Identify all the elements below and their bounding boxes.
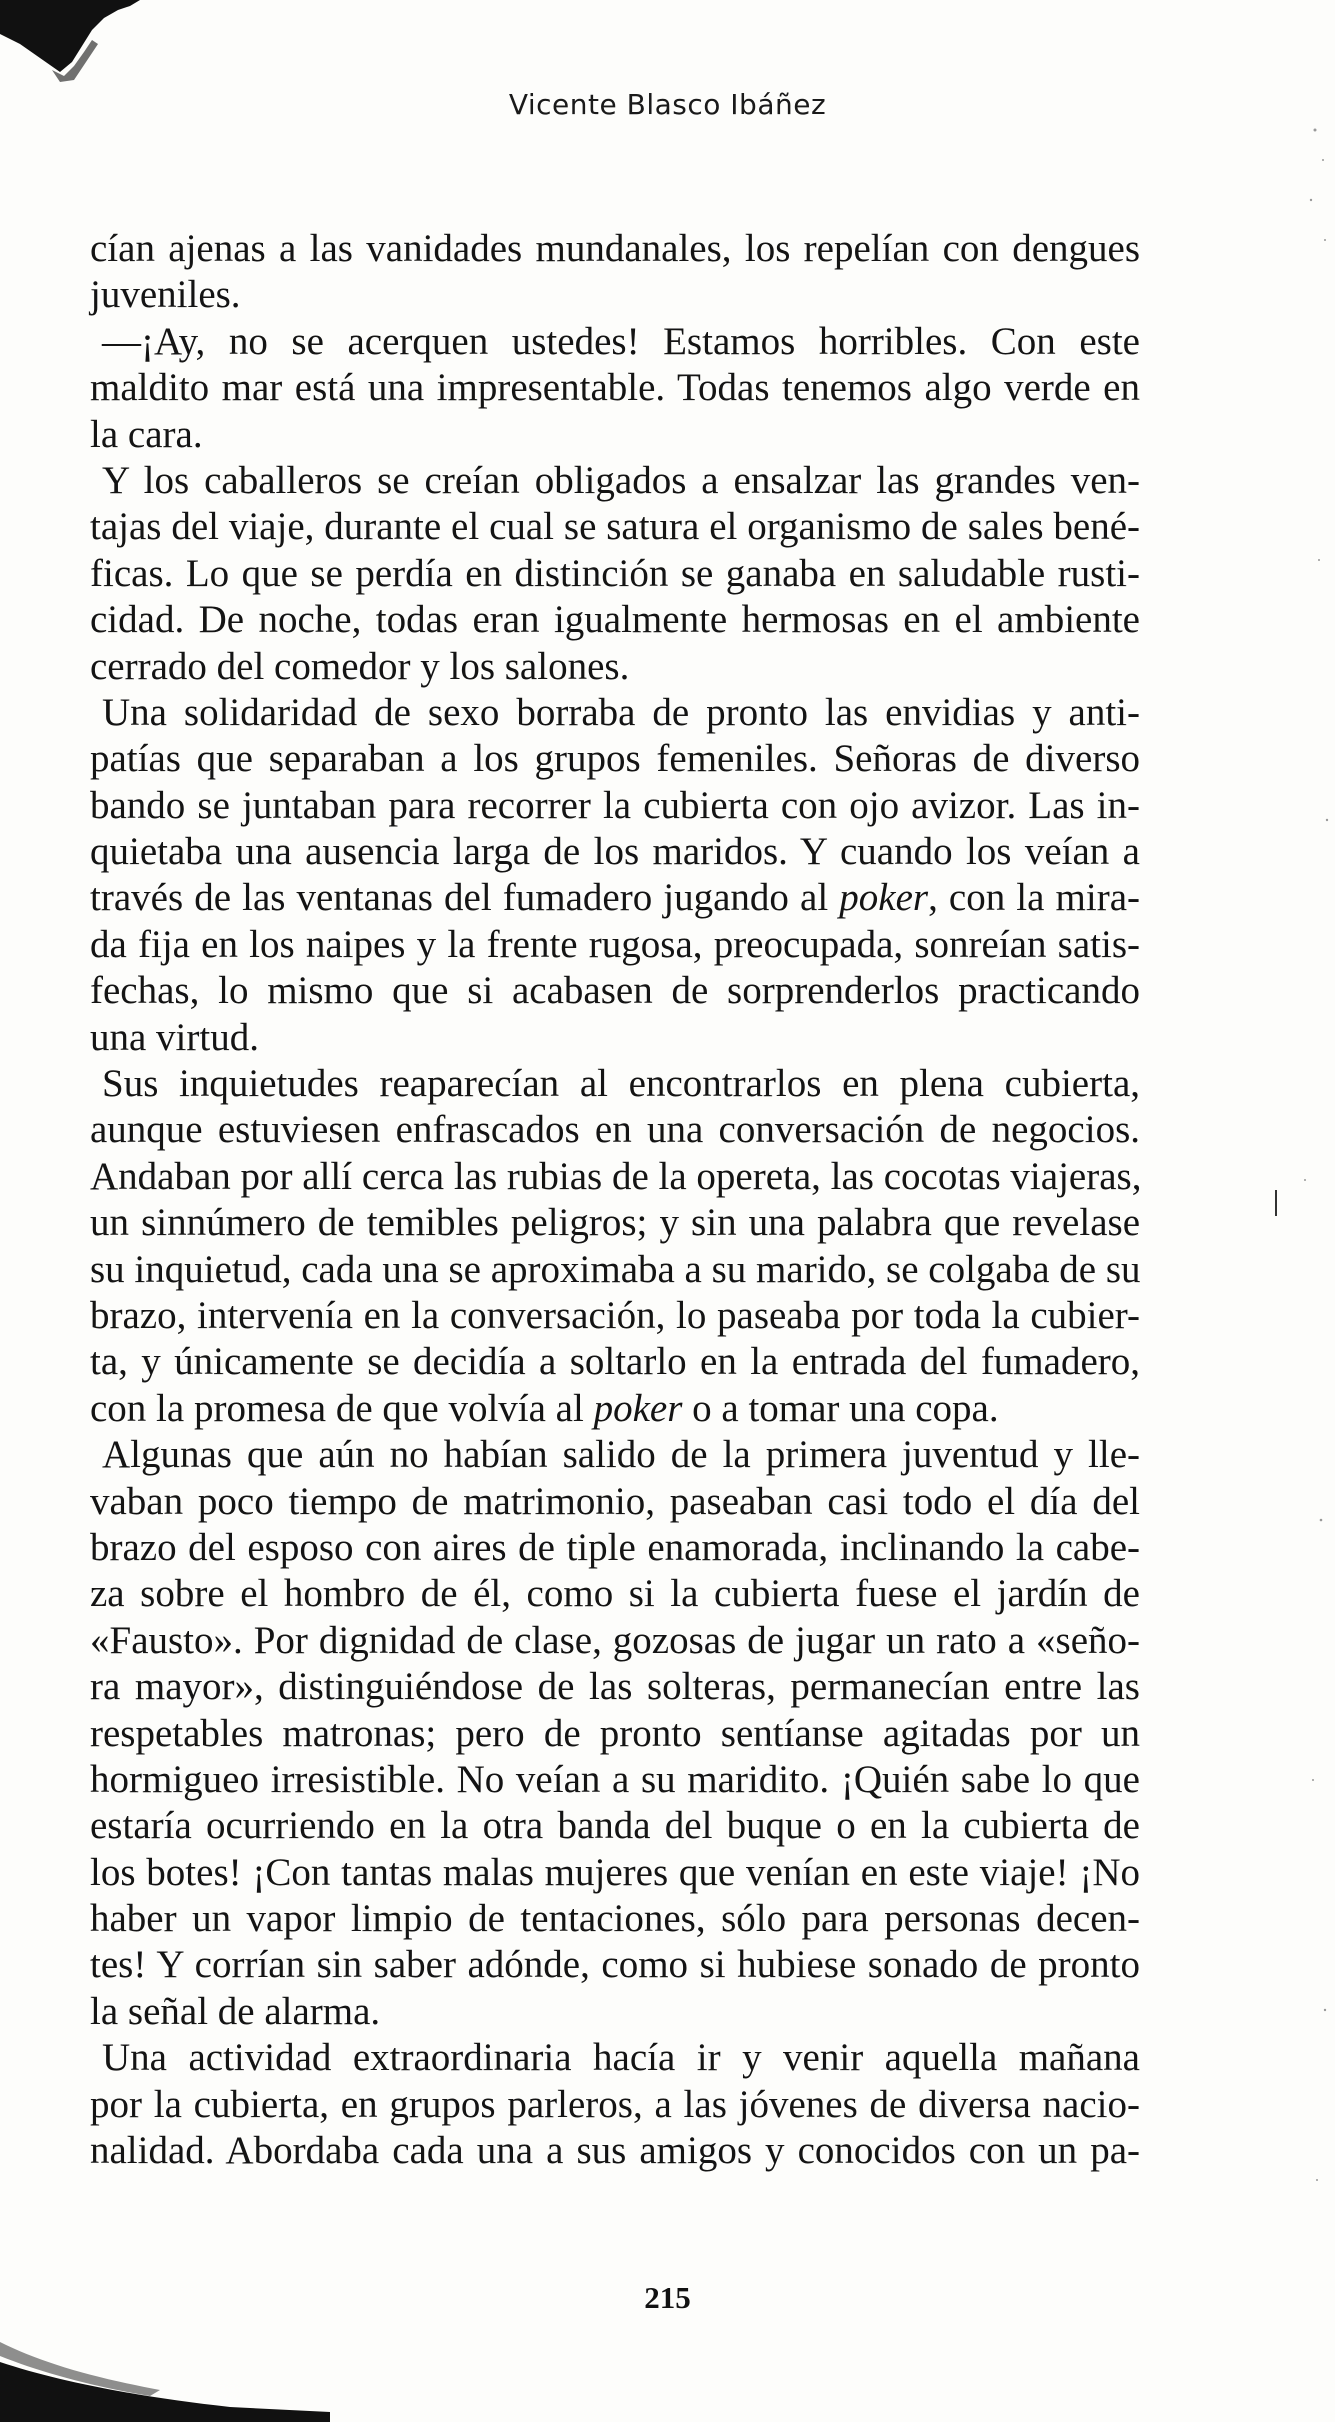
text-line: cidad. De noche, todas eran igualmente hermosas en el ambiente [90,598,1140,642]
text-line: da fija en los naipes y la frente rugosa, preocupada, sonreían satis- [90,922,1140,966]
text-line: Algunas que aún no habían salido de la primera juventud y lle- [102,1433,1140,1477]
text-line: la señal de alarma. [90,1989,381,2033]
text-line: su inquietud, cada una se aproximaba a su marido, se colgaba de su [90,1247,1141,1291]
text-line: ra mayor», distinguiéndose de las solteras, permanecían entre las [90,1665,1140,1709]
text-line: cían ajenas a las vanidades mundanales, los repelían con dengues [90,227,1140,270]
text-line: los botes! ¡Con tantas malas mujeres que venían en este viaje! ¡No [90,1850,1140,1894]
text-line: respetables matronas; pero de pronto sentíanse agitadas por un [90,1711,1140,1755]
text-line: za sobre el hombro de él, como si la cubierta fuese el jardín de [90,1572,1140,1616]
text-line: ta, y únicamente se decidía a soltarlo en la entrada del fumadero, [90,1340,1140,1384]
text-line: Una actividad extraordinaria hacía ir y venir aquella mañana [102,2036,1140,2080]
text-line: Y los caballeros se creían obligados a ensalzar las grandes ven- [102,458,1140,502]
text-line: través de las ventanas del fumadero jugando al poker, con la mira- [90,876,1140,920]
bottom-left-scan-shadow [0,2272,330,2422]
text-line: juveniles. [90,273,241,317]
text-line: —¡Ay, no se acerquen ustedes! Estamos horribles. Con este [102,319,1140,363]
text-line: una virtud. [90,1015,259,1059]
text-line: la cara. [90,412,203,456]
text-line: Sus inquietudes reaparecían al encontrarlos en plena cubierta, [102,1062,1140,1106]
text-line: ficas. Lo que se perdía en distinción se ganaba en saludable rusti- [90,551,1140,595]
text-line: bando se juntaban para recorrer la cubierta con ojo avizor. Las in- [90,783,1140,827]
text-line: patías que separaban a los grupos femeniles. Señoras de diverso [90,737,1140,781]
text-line: Una solidaridad de sexo borraba de pronto las envidias y anti- [102,690,1140,734]
running-head: Vicente Blasco Ibáñez [508,88,827,121]
page-number: 215 [644,2280,691,2315]
text-line: haber un vapor limpio de tentaciones, sólo para personas decen- [90,1897,1140,1941]
text-line: brazo del esposo con aires de tiple enamorada, inclinando la cabe- [90,1525,1140,1569]
italic-word: poker [593,1386,683,1430]
italic-word: poker [839,876,929,920]
text-line: maldito mar está una impresentable. Todas tenemos algo verde en [90,366,1140,410]
text-line: aunque estuviesen enfrascados en una conversación de negocios. [90,1108,1140,1152]
text-line: brazo, intervenía en la conversación, lo paseaba por toda la cubier- [90,1293,1140,1337]
text-line: quietaba una ausencia larga de los maridos. Y cuando los veían a [90,830,1140,874]
text-line: nalidad. Abordaba cada una a sus amigos y conocidos con un pa- [90,2129,1140,2173]
text-line: tajas del viaje, durante el cual se satura el organismo de sales bené- [90,505,1140,549]
body-text [90,226,1140,2174]
text-line: tes! Y corrían sin saber adónde, como si hubiese sonado de pronto [90,1943,1140,1987]
text-line: cerrado del comedor y los salones. [90,644,630,688]
text-line: estaría ocurriendo en la otra banda del buque o en la cubierta de [90,1804,1140,1848]
text-line: fechas, lo mismo que si acabasen de sorprenderlos practicando [90,969,1140,1013]
text-line: vaban poco tiempo de matrimonio, paseaban casi todo el día del [90,1479,1140,1523]
text-line: por la cubierta, en grupos parleros, a las jóvenes de diversa nacio- [90,2082,1140,2126]
text-line: un sinnúmero de temibles peligros; y sin una palabra que revelase [90,1201,1140,1245]
right-edge-scan-noise [1275,0,1335,2422]
text-line: «Fausto». Por dignidad de clase, gozosas de jugar un rato a «seño- [90,1618,1140,1662]
text-line: Andaban por allí cerca las rubias de la opereta, las cocotas viajeras, [90,1154,1142,1198]
text-line: hormigueo irresistible. No veían a su maridito. ¡Quién sabe lo que [90,1757,1140,1801]
text-line: con la promesa de que volvía al poker o a tomar una copa. [90,1386,999,1430]
